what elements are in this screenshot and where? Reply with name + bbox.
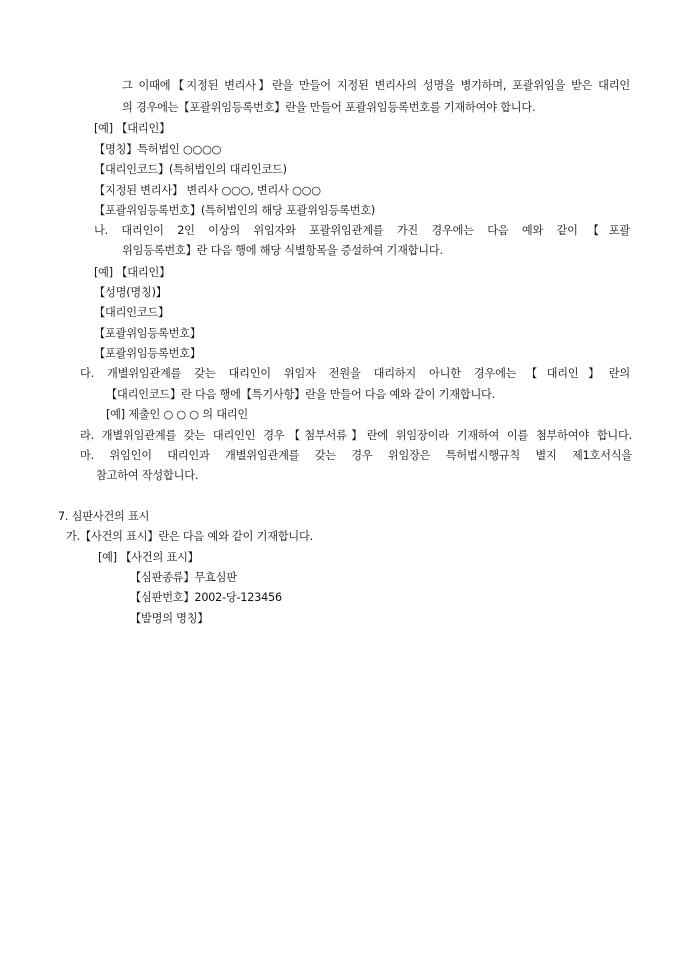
text-line: 【포괄위임등록번호】	[94, 327, 201, 340]
text-line: 【대리인코드】란 다음 행에【특기사항】란을 만들어 다음 예와 같이 기재합니다.	[106, 388, 496, 401]
text-line: 【발명의 명칭】	[130, 612, 209, 625]
text-line: 【대리인코드】(특허법인의 대리인코드)	[94, 163, 287, 176]
text-line: 【지정된 변리사】 변리사 ○○○, 변리사 ○○○	[94, 184, 321, 197]
section-heading: 7. 심판사건의 표시	[58, 510, 150, 523]
text-line: 라. 개별위임관계를 갖는 대리인인 경우【첨부서류】란에 위임장이라 기재하여 이를 첨부하여야 합니다.	[80, 429, 632, 442]
text-line: 【심판번호】2002-당-123456	[130, 591, 282, 604]
text-line: 【성명(명칭)】	[94, 286, 167, 299]
text-line: 【명칭】특허법인 ○○○○	[94, 143, 222, 156]
text-line: 【대리인코드】	[94, 306, 170, 319]
text-line: [예] 제출인 ○ ○ ○ 의 대리인	[106, 408, 249, 421]
text-line: [예] 【대리인】	[94, 122, 171, 135]
text-line: 위임등록번호】란 다음 행에 해당 식별항목을 증설하여 기재합니다.	[122, 244, 443, 257]
text-line: 참고하여 작성합니다.	[96, 469, 199, 482]
text-line: [예] 【대리인】	[94, 266, 171, 279]
text-line: 【포괄위임등록번호】(특허법인의 해당 포괄위임등록번호)	[94, 204, 375, 217]
text-line: 나. 대리인이 2인 이상의 위임자와 포괄위임관계를 가진 경우에는 다음 예와 같이【포괄	[94, 224, 630, 237]
text-line: 다. 개별위임관계를 갖는 대리인이 위임자 전원을 대리하지 아니한 경우에는【대리인】란의	[80, 367, 630, 380]
text-line: 가.【사건의 표시】란은 다음 예와 같이 기재합니다.	[66, 530, 314, 543]
text-line: 【포괄위임등록번호】	[94, 347, 201, 360]
text-line: 【심판종류】무효심판	[130, 571, 237, 584]
text-line: 그 이때에【지정된 변리사】란을 만들어 지정된 변리사의 성명을 병기하며, 포괄위임을 받은 대리인	[122, 79, 630, 92]
text-line: 마. 위임인이 대리인과 개별위임관계를 갖는 경우 위임장은 특허법시행규칙 별지 제1호서식을	[80, 449, 632, 462]
text-line: 의 경우에는【포괄위임등록번호】란을 만들어 포괄위임등록번호를 기재하여야 합니다.	[122, 101, 536, 114]
text-line: [예] 【사건의 표시】	[98, 551, 199, 564]
